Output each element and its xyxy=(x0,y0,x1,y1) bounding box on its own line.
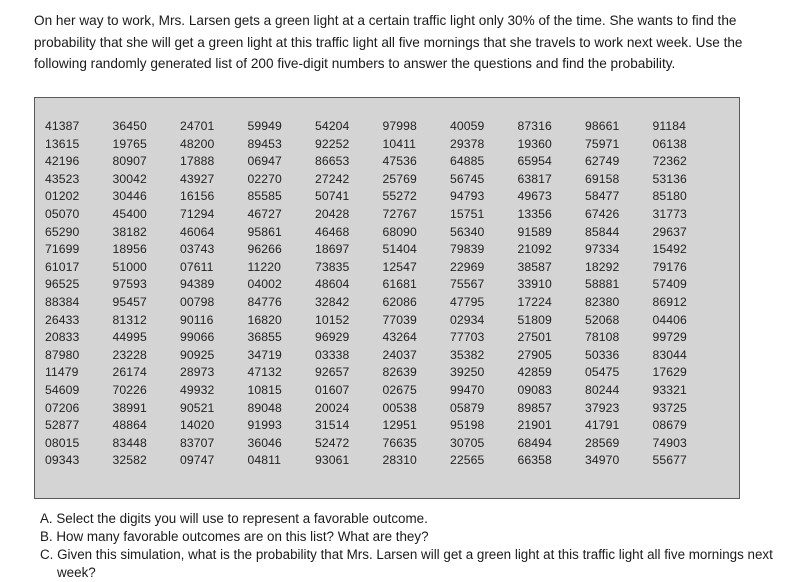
random-number-cell: 10815 xyxy=(247,382,282,397)
random-number-cell: 52877 xyxy=(45,418,80,433)
random-number-cell: 40059 xyxy=(450,119,485,133)
random-number-cell: 96266 xyxy=(247,242,282,257)
random-number-cell: 09747 xyxy=(180,453,215,468)
random-number-cell: 89048 xyxy=(247,400,282,415)
random-number-cell: 68494 xyxy=(517,435,552,450)
random-number-cell: 61017 xyxy=(45,259,80,274)
random-number-cell: 08015 xyxy=(45,435,80,450)
random-number-cell: 65954 xyxy=(517,154,552,169)
random-number-cell: 05070 xyxy=(45,206,80,221)
random-number-cell: 63817 xyxy=(517,171,552,186)
random-number-cell: 11479 xyxy=(45,365,79,380)
random-number-cell: 50336 xyxy=(585,347,620,362)
random-number-cell: 02934 xyxy=(450,312,485,327)
random-number-cell: 45400 xyxy=(112,206,147,221)
random-number-cell: 46727 xyxy=(247,206,282,221)
random-number-cell: 97334 xyxy=(585,242,620,257)
random-number-cell: 05475 xyxy=(585,365,620,380)
random-number-cell: 50741 xyxy=(315,189,350,204)
random-number-cell: 87316 xyxy=(517,119,552,133)
random-number-cell: 12547 xyxy=(382,259,417,274)
random-number-cell: 04406 xyxy=(652,312,687,327)
random-number-cell: 73835 xyxy=(315,259,350,274)
random-number-cell: 54204 xyxy=(315,119,350,133)
random-number-cell: 86912 xyxy=(652,294,687,309)
random-number-cell: 91184 xyxy=(652,119,686,133)
random-number-cell: 47536 xyxy=(382,154,417,169)
random-number-cell: 28310 xyxy=(382,453,417,468)
random-number-cell: 23228 xyxy=(112,347,147,362)
random-number-cell: 25769 xyxy=(382,171,417,186)
random-number-cell: 02270 xyxy=(247,171,282,186)
random-number-cell: 92252 xyxy=(315,136,350,151)
random-number-cell: 03338 xyxy=(315,347,350,362)
random-number-cell: 34970 xyxy=(585,453,620,468)
random-number-cell: 75567 xyxy=(450,277,485,292)
random-number-cell: 62749 xyxy=(585,154,620,169)
random-number-cell: 72362 xyxy=(652,154,687,169)
random-number-cell: 87980 xyxy=(45,347,80,362)
random-number-cell: 80907 xyxy=(112,154,147,169)
random-number-cell: 30705 xyxy=(450,435,485,450)
random-number-cell: 88384 xyxy=(45,294,80,309)
random-number-cell: 17629 xyxy=(652,365,687,380)
random-number-cell: 24701 xyxy=(180,119,215,133)
random-number-cell: 79839 xyxy=(450,242,485,257)
question-item: C. Given this simulation, what is the probability that Mrs. Larsen will get a green light at this traffic light all five mornings next week? xyxy=(40,547,773,580)
random-number-cell: 47132 xyxy=(247,365,282,380)
random-number-cell: 15492 xyxy=(652,242,687,257)
random-number-cell: 59949 xyxy=(247,119,282,133)
random-number-cell: 66358 xyxy=(517,453,552,468)
random-number-cell: 51404 xyxy=(382,242,417,257)
random-number-cell: 67426 xyxy=(585,206,620,221)
random-number-cell: 17224 xyxy=(517,294,552,309)
random-number-cell: 99470 xyxy=(450,382,485,397)
random-number-cell: 28973 xyxy=(180,365,215,380)
random-number-cell: 91993 xyxy=(247,418,282,433)
random-number-cell: 48864 xyxy=(112,418,147,433)
random-number-cell: 04811 xyxy=(247,453,281,468)
random-number-cell: 86653 xyxy=(315,154,350,169)
random-number-cell: 97998 xyxy=(382,119,417,133)
random-number-cell: 27905 xyxy=(517,347,552,362)
random-number-cell: 26433 xyxy=(45,312,80,327)
random-number-cell: 29637 xyxy=(652,224,687,239)
random-number-cell: 37923 xyxy=(585,400,620,415)
random-number-cell: 93321 xyxy=(652,382,687,397)
random-number-cell: 76635 xyxy=(382,435,417,450)
random-number-cell: 21092 xyxy=(517,242,552,257)
random-number-cell: 01607 xyxy=(315,382,350,397)
random-number-cell: 99729 xyxy=(652,330,687,345)
random-number-cell: 09343 xyxy=(45,453,80,468)
random-number-cell: 95861 xyxy=(247,224,282,239)
random-number-cell: 27501 xyxy=(517,330,552,345)
random-number-cell: 18956 xyxy=(112,242,147,257)
random-number-cell: 41387 xyxy=(45,119,80,133)
random-number-cell: 16820 xyxy=(247,312,282,327)
random-number-cell: 06138 xyxy=(652,136,687,151)
random-number-cell: 97593 xyxy=(112,277,147,292)
random-number-cell: 06947 xyxy=(247,154,282,169)
random-number-cell: 38991 xyxy=(112,400,147,415)
random-number-cell: 56745 xyxy=(450,171,485,186)
random-number-cell: 36450 xyxy=(112,119,147,133)
random-number-cell: 99066 xyxy=(180,330,215,345)
random-number-cell: 55677 xyxy=(652,453,687,468)
random-number-cell: 52472 xyxy=(315,435,350,450)
random-number-cell: 20024 xyxy=(315,400,350,415)
random-number-cell: 42196 xyxy=(45,154,80,169)
random-number-cell: 00538 xyxy=(382,400,417,415)
random-number-cell: 83044 xyxy=(652,347,687,362)
random-number-cell: 31773 xyxy=(652,206,687,221)
random-number-cell: 71699 xyxy=(45,242,80,257)
question-item: A. Select the digits you will use to represent a favorable outcome. xyxy=(40,511,428,526)
random-number-cell: 55272 xyxy=(382,189,417,204)
random-number-cell: 24037 xyxy=(382,347,417,362)
random-number-cell: 98661 xyxy=(585,119,620,133)
random-number-cell: 01202 xyxy=(45,189,80,204)
random-number-table xyxy=(34,97,740,499)
random-number-cell: 96929 xyxy=(315,330,350,345)
random-number-cell: 19360 xyxy=(517,136,552,151)
random-number-cell: 79176 xyxy=(652,259,687,274)
question-list xyxy=(40,510,790,582)
random-number-cell: 13615 xyxy=(45,136,80,151)
random-number-cell: 82639 xyxy=(382,365,417,380)
random-number-cell: 32582 xyxy=(112,453,147,468)
random-number-cell: 47795 xyxy=(450,294,485,309)
random-number-cell: 52068 xyxy=(585,312,620,327)
random-number-cell: 12951 xyxy=(382,418,417,433)
random-number-cell: 89857 xyxy=(517,400,552,415)
random-number-cell: 89453 xyxy=(247,136,282,151)
random-number-cell: 13356 xyxy=(517,206,552,221)
random-number-cell: 20428 xyxy=(315,206,350,221)
random-number-cell: 93061 xyxy=(315,453,350,468)
random-number-cell: 31514 xyxy=(315,418,350,433)
random-number-cell: 27242 xyxy=(315,171,350,186)
random-number-cell: 49932 xyxy=(180,382,215,397)
random-number-cell: 70226 xyxy=(112,382,147,397)
question-item: B. How many favorable outcomes are on this list? What are they? xyxy=(40,529,429,544)
random-number-cell: 17888 xyxy=(180,154,215,169)
random-number-cell: 94793 xyxy=(450,189,485,204)
random-number-cell: 85844 xyxy=(585,224,620,239)
random-number-cell: 04002 xyxy=(247,277,282,292)
random-number-cell: 10411 xyxy=(382,136,416,151)
problem-intro: On her way to work, Mrs. Larsen gets a green light at a certain traffic light only 30% of the time. She wants to find the probability that she will get a green light at this traffic light all five mornings that she travels to work next week. Use the following randomly generated list of 200 five-digit numbers to answer the questions and find the probability. xyxy=(34,13,743,71)
random-number-grid xyxy=(45,119,720,471)
random-number-cell: 77039 xyxy=(382,312,417,327)
random-number-cell: 81312 xyxy=(112,312,147,327)
random-number-cell: 11220 xyxy=(247,259,281,274)
random-number-cell: 38587 xyxy=(517,259,552,274)
random-number-cell: 65290 xyxy=(45,224,80,239)
random-number-cell: 94389 xyxy=(180,277,215,292)
random-number-cell: 80244 xyxy=(585,382,620,397)
random-number-cell: 14020 xyxy=(180,418,215,433)
random-number-cell: 46064 xyxy=(180,224,215,239)
random-number-cell: 84776 xyxy=(247,294,282,309)
random-number-cell: 83707 xyxy=(180,435,215,450)
random-number-cell: 90925 xyxy=(180,347,215,362)
random-number-cell: 33910 xyxy=(517,277,552,292)
random-number-cell: 82380 xyxy=(585,294,620,309)
random-number-cell: 28569 xyxy=(585,435,620,450)
random-number-cell: 58477 xyxy=(585,189,620,204)
random-number-cell: 21901 xyxy=(517,418,552,433)
random-number-cell: 71294 xyxy=(180,206,215,221)
random-number-cell: 18697 xyxy=(315,242,350,257)
random-number-cell: 58881 xyxy=(585,277,620,292)
random-number-cell: 72767 xyxy=(382,206,417,221)
random-number-cell: 39250 xyxy=(450,365,485,380)
random-number-cell: 02675 xyxy=(382,382,417,397)
random-number-cell: 09083 xyxy=(517,382,552,397)
random-number-cell: 29378 xyxy=(450,136,485,151)
random-number-cell: 32842 xyxy=(315,294,350,309)
random-number-cell: 43523 xyxy=(45,171,80,186)
random-number-cell: 07206 xyxy=(45,400,80,415)
random-number-cell: 57409 xyxy=(652,277,687,292)
random-number-cell: 85180 xyxy=(652,189,687,204)
random-number-cell: 03743 xyxy=(180,242,215,257)
random-number-cell: 07611 xyxy=(180,259,214,274)
random-number-cell: 61681 xyxy=(382,277,417,292)
random-number-cell: 75971 xyxy=(585,136,620,151)
random-number-cell: 51809 xyxy=(517,312,552,327)
random-number-cell: 30042 xyxy=(112,171,147,186)
random-number-cell: 10152 xyxy=(315,312,350,327)
random-number-cell: 93725 xyxy=(652,400,687,415)
random-number-cell: 22969 xyxy=(450,259,485,274)
random-number-cell: 68090 xyxy=(382,224,417,239)
random-number-cell: 85585 xyxy=(247,189,282,204)
random-number-cell: 48604 xyxy=(315,277,350,292)
random-number-cell: 15751 xyxy=(450,206,485,221)
random-number-cell: 16156 xyxy=(180,189,215,204)
random-number-cell: 96525 xyxy=(45,277,80,292)
random-number-cell: 41791 xyxy=(585,418,620,433)
random-number-cell: 48200 xyxy=(180,136,215,151)
random-number-cell: 77703 xyxy=(450,330,485,345)
random-number-cell: 38182 xyxy=(112,224,147,239)
random-number-cell: 36046 xyxy=(247,435,282,450)
random-number-cell: 43264 xyxy=(382,330,417,345)
random-number-cell: 95457 xyxy=(112,294,147,309)
random-number-cell: 51000 xyxy=(112,259,147,274)
random-number-cell: 34719 xyxy=(247,347,282,362)
random-number-cell: 54609 xyxy=(45,382,80,397)
random-number-cell: 42859 xyxy=(517,365,552,380)
random-number-cell: 62086 xyxy=(382,294,417,309)
random-number-cell: 90116 xyxy=(180,312,214,327)
random-number-cell: 91589 xyxy=(517,224,552,239)
random-number-cell: 35382 xyxy=(450,347,485,362)
random-number-cell: 90521 xyxy=(180,400,215,415)
random-number-cell: 43927 xyxy=(180,171,215,186)
random-number-cell: 22565 xyxy=(450,453,485,468)
random-number-cell: 05879 xyxy=(450,400,485,415)
random-number-cell: 18292 xyxy=(585,259,620,274)
random-number-cell: 56340 xyxy=(450,224,485,239)
random-number-cell: 00798 xyxy=(180,294,215,309)
random-number-cell: 08679 xyxy=(652,418,687,433)
random-number-cell: 46468 xyxy=(315,224,350,239)
random-number-cell: 69158 xyxy=(585,171,620,186)
random-number-cell: 95198 xyxy=(450,418,485,433)
random-number-cell: 64885 xyxy=(450,154,485,169)
random-number-cell: 74903 xyxy=(652,435,687,450)
random-number-cell: 78108 xyxy=(585,330,620,345)
random-number-cell: 19765 xyxy=(112,136,147,151)
random-number-cell: 26174 xyxy=(112,365,147,380)
random-number-cell: 83448 xyxy=(112,435,147,450)
random-number-cell: 49673 xyxy=(517,189,552,204)
random-number-cell: 92657 xyxy=(315,365,350,380)
random-number-cell: 44995 xyxy=(112,330,147,345)
random-number-cell: 30446 xyxy=(112,189,147,204)
random-number-cell: 53136 xyxy=(652,171,687,186)
random-number-cell: 36855 xyxy=(247,330,282,345)
random-number-cell: 20833 xyxy=(45,330,80,345)
